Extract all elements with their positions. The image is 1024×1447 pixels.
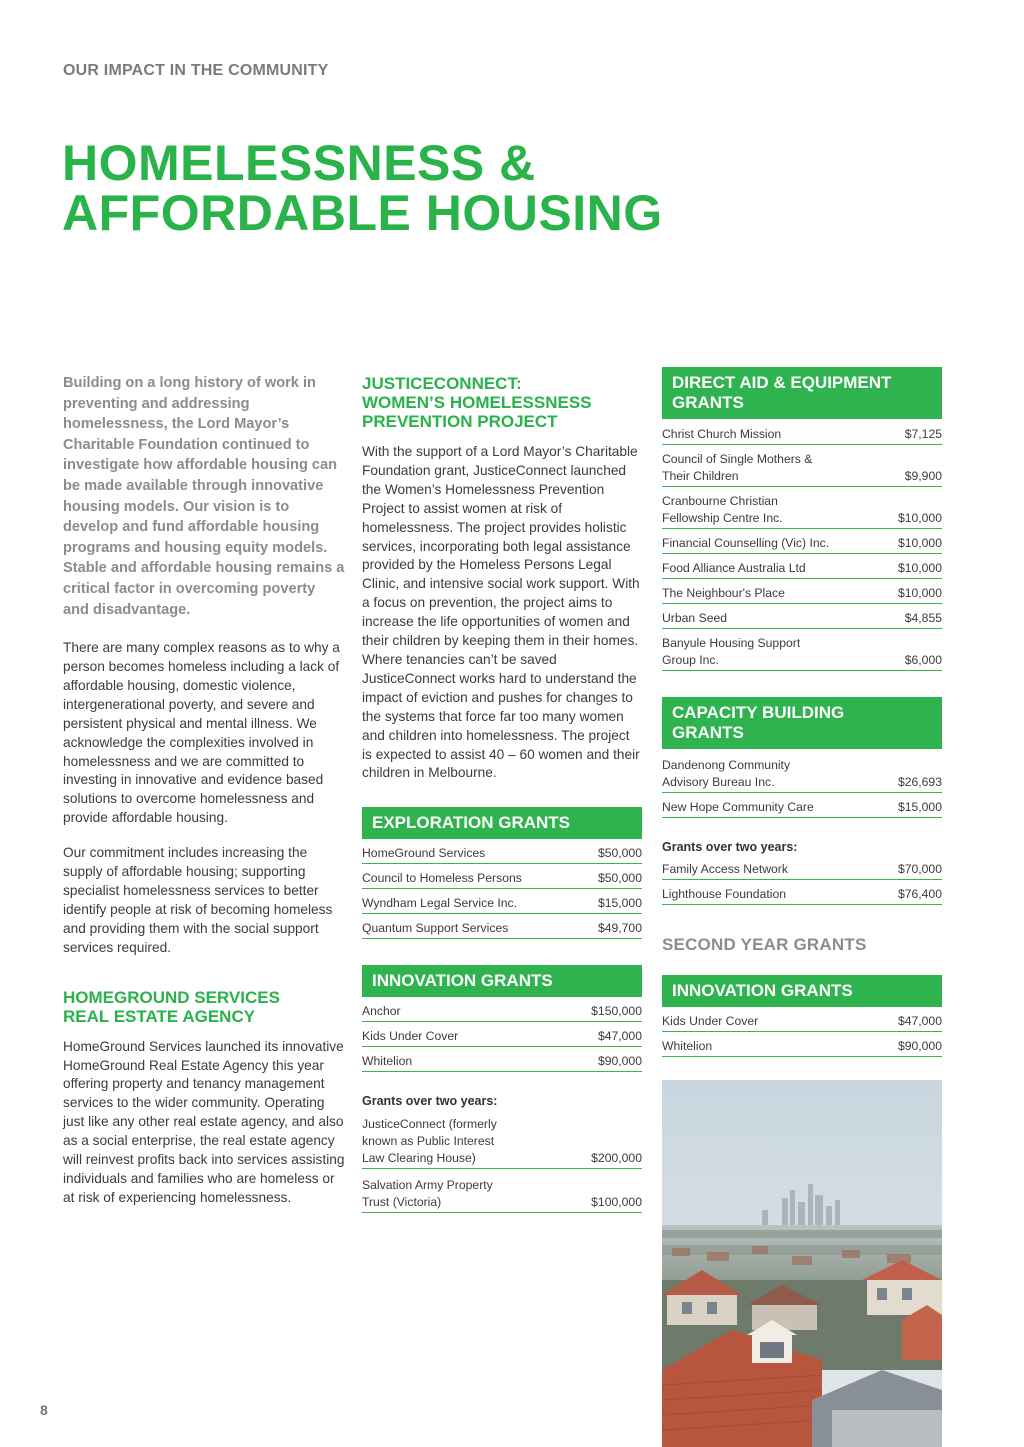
two-year-label: Grants over two years: [362, 1094, 498, 1109]
grant-amount: $26,693 [897, 775, 942, 789]
grant-name: Lighthouse Foundation [662, 887, 787, 901]
grant-row [662, 1011, 942, 1032]
grant-name: The Neighbour's Place [662, 586, 785, 600]
grant-name: Anchor [362, 1004, 401, 1019]
direct-aid-title-line-2: GRANTS [672, 393, 744, 412]
capacity-grants-list [662, 755, 942, 818]
direct-aid-title-line-1: DIRECT AID & EQUIPMENT [672, 373, 892, 392]
grant-name: Whitelion [362, 1054, 413, 1069]
grant-amount: $10,000 [897, 536, 942, 550]
section-label: OUR IMPACT IN THE COMMUNITY [63, 62, 329, 79]
grant-name: Kids Under Cover [662, 1014, 759, 1028]
grant-amount: $47,000 [897, 1014, 942, 1028]
two-year-label: Grants over two years: [662, 840, 798, 854]
grant-amount: $7,125 [904, 427, 942, 441]
grant-row [362, 1001, 642, 1022]
grant-row [362, 868, 642, 889]
grant-amount: $4,855 [904, 611, 942, 625]
second-year-grants-heading: SECOND YEAR GRANTS [662, 935, 867, 954]
grant-name: Kids Under Cover [362, 1029, 459, 1044]
two-year-grants-list [662, 859, 942, 905]
page-title-line-1: HOMELESSNESS & [62, 135, 536, 191]
grant-amount: $150,000 [591, 1004, 642, 1019]
grant-amount: $47,000 [597, 1029, 642, 1044]
capacity-title-line-1: CAPACITY BUILDING [672, 703, 845, 722]
suburb-rooftops-photo [662, 1080, 942, 1447]
grant-row [662, 859, 942, 880]
grant-amount: $200,000 [591, 1151, 642, 1166]
grant-name: Salvation Army Property Trust (Victoria) [362, 1178, 493, 1210]
body-paragraph-2: Our commitment includes increasing the supply of affordable housing; supporting specialist homelessness services to better identify people at risk of becoming homeless and providing them with the social support services required. [63, 845, 333, 955]
page-title-line-2: AFFORDABLE HOUSING [62, 185, 663, 241]
homeground-heading-line-1: HOMEGROUND SERVICES [63, 987, 280, 1007]
grant-amount: $9,900 [904, 469, 942, 483]
column-justiceconnect [362, 374, 642, 1213]
grant-amount: $100,000 [591, 1195, 642, 1210]
grant-amount: $50,000 [597, 846, 642, 861]
grant-name: Food Alliance Australia Ltd [662, 561, 806, 575]
innovation-grants-list [362, 1001, 642, 1072]
grant-amount: $15,000 [597, 896, 642, 911]
page-title [62, 135, 663, 241]
grant-name: Council of Single Mothers & Their Children [662, 452, 813, 483]
grant-amount: $90,000 [597, 1054, 642, 1069]
grant-amount: $15,000 [897, 800, 942, 814]
justiceconnect-heading [362, 374, 642, 431]
grant-name: Council to Homeless Persons [362, 871, 522, 886]
grant-amount: $90,000 [897, 1039, 942, 1053]
innovation-grants-bar: INNOVATION GRANTS [362, 965, 642, 997]
homeground-paragraph: HomeGround Services launched its innovative HomeGround Real Estate Agency this year offering property and tenancy management services to the wider community. Operating just like any other real estate agency, and also as a social enterprise, the real estate agency will reinvest profits back into services assisting individuals and families who are homeless or at risk of experiencing homelessness. [63, 1038, 345, 1205]
capacity-title-line-2: GRANTS [672, 723, 744, 742]
exploration-grants-list [362, 843, 642, 939]
homeground-heading [63, 988, 345, 1026]
exploration-grants-bar: EXPLORATION GRANTS [362, 807, 642, 839]
grant-row [662, 449, 942, 487]
grant-row [362, 1051, 642, 1072]
grant-row [362, 1175, 642, 1213]
grant-name: JusticeConnect (formerly known as Public Interest Law Clearing House) [362, 1117, 497, 1166]
justiceconnect-paragraph: With the support of a Lord Mayor’s Charitable Foundation grant, JusticeConnect launched the Women’s Homelessness Prevention Project to assist women at risk of homelessness. The project provides holistic services, incorporating both legal assistance provided by the Homeless Persons Legal Clinic, and intensive social work support. With a focus on prevention, the project aims to increase the life opportunities of women and their children by keeping them in their homes. Where tenancies can’t be saved JusticeConnect works hard to understand the impact of eviction and pushes for changes to the systems that force far too many women and children into homelessness. The project is expected to assist 40 – 60 women and their children in Melbourne. [362, 444, 640, 781]
grant-name: Wyndham Legal Service Inc. [362, 896, 518, 911]
grant-row [662, 1036, 942, 1057]
intro-paragraph: Building on a long history of work in preventing and addressing homelessness, the Lord Mayor’s Charitable Foundation continued to investigate how affordable housing can be made available through innovative housing models. Our vision is to develop and fund affordable housing programs and housing equity models. Stable and affordable housing remains a critical factor in overcoming poverty and disadvantage. [63, 375, 345, 618]
grant-amount: $10,000 [897, 561, 942, 575]
rooftops-illustration [662, 1080, 942, 1447]
grant-name: New Hope Community Care [662, 800, 814, 814]
grant-amount: $70,000 [897, 862, 942, 876]
direct-aid-grants-list [662, 424, 942, 671]
two-year-grants-list [362, 1114, 642, 1213]
grant-row [662, 558, 942, 579]
grant-row [662, 884, 942, 905]
grant-amount: $10,000 [897, 586, 942, 600]
grant-name: Cranbourne Christian Fellowship Centre Inc. [662, 494, 783, 525]
column-grants [662, 367, 942, 1057]
direct-aid-grants-bar [662, 367, 942, 419]
grant-name: Financial Counselling (Vic) Inc. [662, 536, 830, 550]
grant-name: Quantum Support Services [362, 921, 509, 936]
grant-row [662, 608, 942, 629]
justiceconnect-heading-line-3: PREVENTION PROJECT [362, 412, 558, 431]
homeground-heading-line-2: REAL ESTATE AGENCY [63, 1006, 256, 1026]
grant-amount: $50,000 [597, 871, 642, 886]
grant-name: HomeGround Services [362, 846, 486, 861]
grant-name: Family Access Network [662, 862, 788, 876]
grant-name: Banyule Housing Support Group Inc. [662, 636, 801, 667]
grant-row [662, 491, 942, 529]
grant-row [662, 424, 942, 445]
grant-name: Whitelion [662, 1039, 713, 1053]
grant-amount: $6,000 [904, 653, 942, 667]
capacity-building-grants-bar [662, 697, 942, 749]
page-number: 8 [40, 1402, 48, 1418]
column-intro [63, 373, 345, 1208]
grant-name: Dandenong Community Advisory Bureau Inc. [662, 758, 791, 789]
grant-row [662, 533, 942, 554]
second-year-innovation-grants-bar: INNOVATION GRANTS [662, 975, 942, 1007]
grant-amount: $49,700 [597, 921, 642, 936]
justiceconnect-heading-line-1: JUSTICECONNECT: [362, 374, 522, 393]
second-year-innovation-list [662, 1011, 942, 1057]
grant-row [362, 893, 642, 914]
justiceconnect-heading-line-2: WOMEN’S HOMELESSNESS [362, 393, 592, 412]
body-paragraph-1: There are many complex reasons as to why a person becomes homeless including a lack of affordable housing, domestic violence, intergenerational poverty, and severe and persistent physical and mental illness. We acknowledge the complexities involved in homelessness and we are committed to investing in innovative and evidence based solutions to overcome homelessness and provide affordable housing. [63, 640, 340, 826]
grant-name: Urban Seed [662, 611, 728, 625]
grant-row [662, 633, 942, 671]
grant-row [662, 755, 942, 793]
grant-row [362, 1026, 642, 1047]
grant-row [662, 583, 942, 604]
grant-name: Christ Church Mission [662, 427, 782, 441]
grant-amount: $10,000 [897, 511, 942, 525]
grant-row [362, 1114, 642, 1169]
grant-amount: $76,400 [897, 887, 942, 901]
grant-row [362, 843, 642, 864]
grant-row [362, 918, 642, 939]
grant-row [662, 797, 942, 818]
